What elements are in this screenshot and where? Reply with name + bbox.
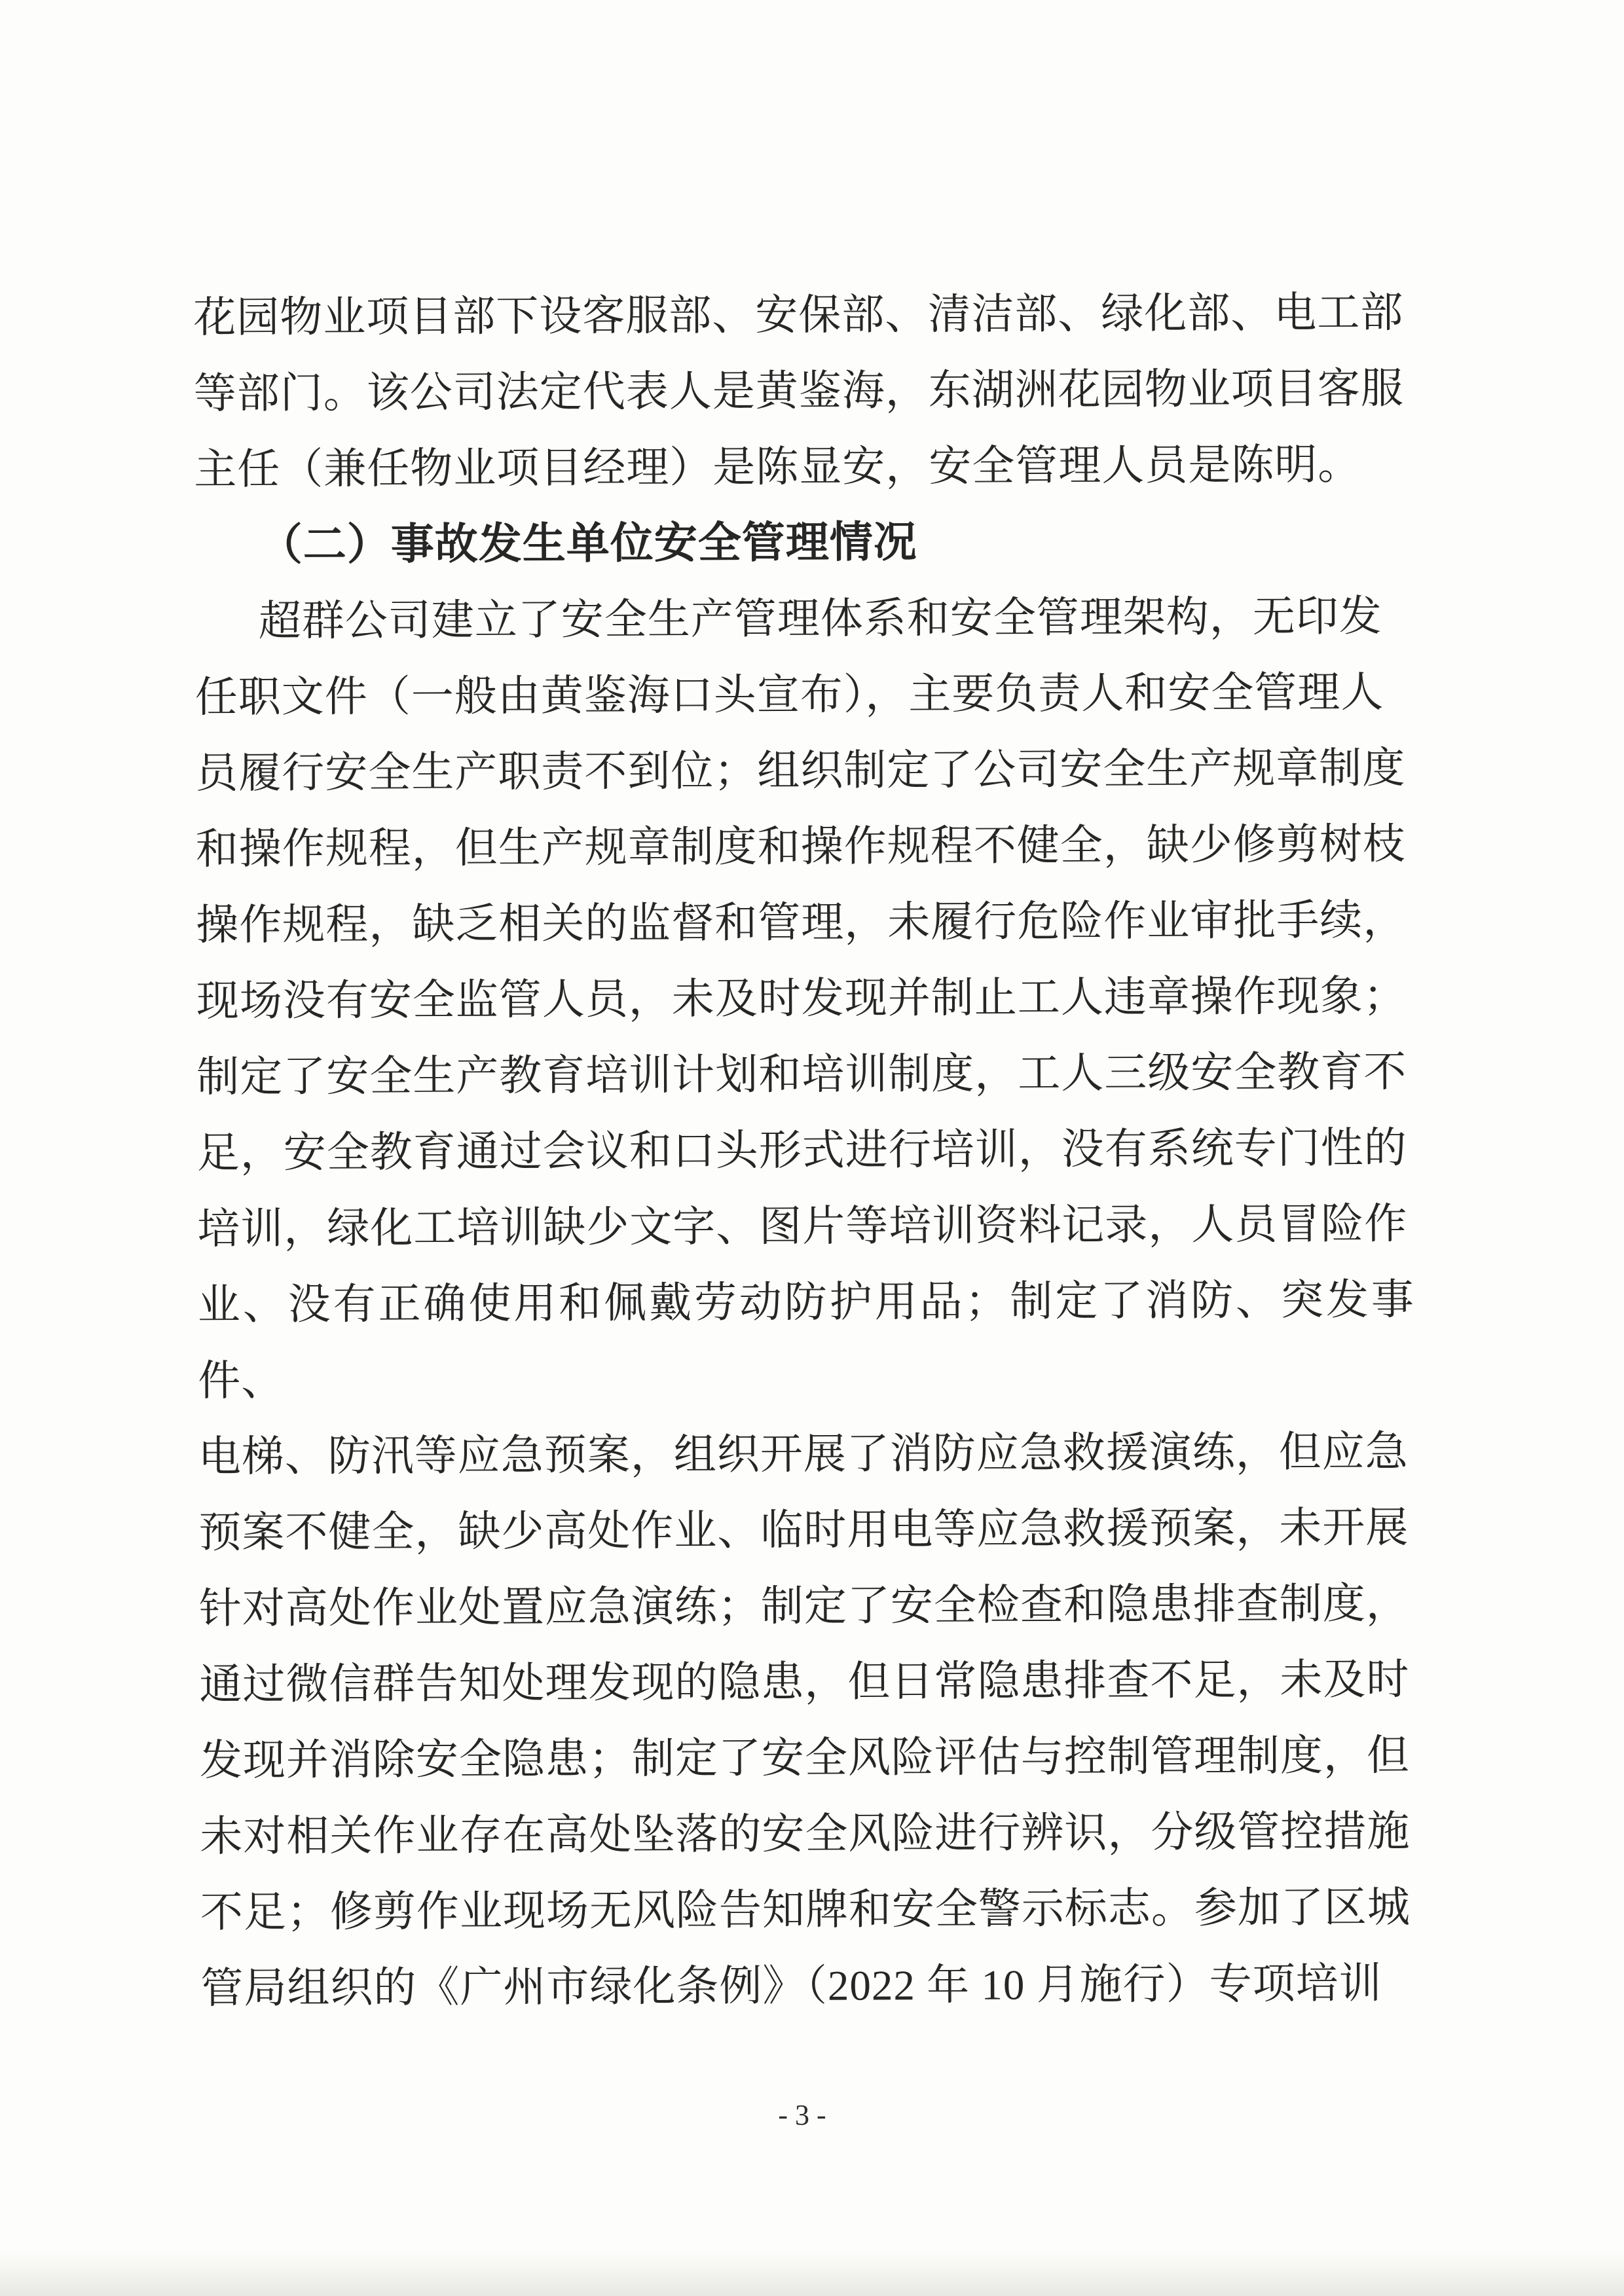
paragraph-continuation: 花园物业项目部下设客服部、安保部、清洁部、绿化部、电工部 等部门。该公司法定代表人是黄鉴海，东湖洲花园物业项目客服 主任（兼任物业项目经理）是陈显安，安全管理人员是陈明。	[193, 289, 1404, 494]
page-footer	[0, 2098, 1604, 2132]
scan-edge-shadow	[0, 2251, 1624, 2296]
section-heading: （二）事故发生单位安全管理情况	[259, 519, 917, 570]
paragraph-main: 超群公司建立了安全生产管理体系和安全管理架构，无印发 任职文件（一般由黄鉴海口头宣布），主要负责人和安全管理人 员履行安全生产职责不到位；组织制定了公司安全生产规章制度 和操作规程，但生产规章制度和操作规程不健全，缺少修剪树枝 操作规程，缺乏相关的监督和管理，未履行危险作业审批手续， 现场没有安全监管人员，未及时发现并制止工人违章操作现象； 制定了安全生产教育培训计划和培训制度，工人三级安全教育不 足，安全教育通过会议和口头形式进行培训，没有系统专门性的 培训，绿化工培训缺少文字、图片等培训资料记录，人员冒险作 业、没有正确使用和佩戴劳动防护用品；制定了消防、突发事件、 电梯、防汛等应急预案，组织开展了消防应急救援演练，但应急 预案不健全，缺少高处作业、临时用电等应急救援预案，未开展 针对高处作业处置应急演练；制定了安全检查和隐患排查制度， 通过微信群告知处理发现的隐患，但日常隐患排查不足，未及时 发现并消除安全隐患；制定了安全风险评估与控制管理制度，但 未对相关作业存在高处坠落的安全风险进行辨识，分级管控措施 不足；修剪作业现场无风险告知牌和安全警示标志。参加了区城 管局组织的《广州市绿化条例》（2022 年 10 月施行）专项培训	[194, 593, 1414, 2013]
page-content	[193, 275, 1418, 2027]
page-number: - 3 -	[778, 2099, 826, 2131]
